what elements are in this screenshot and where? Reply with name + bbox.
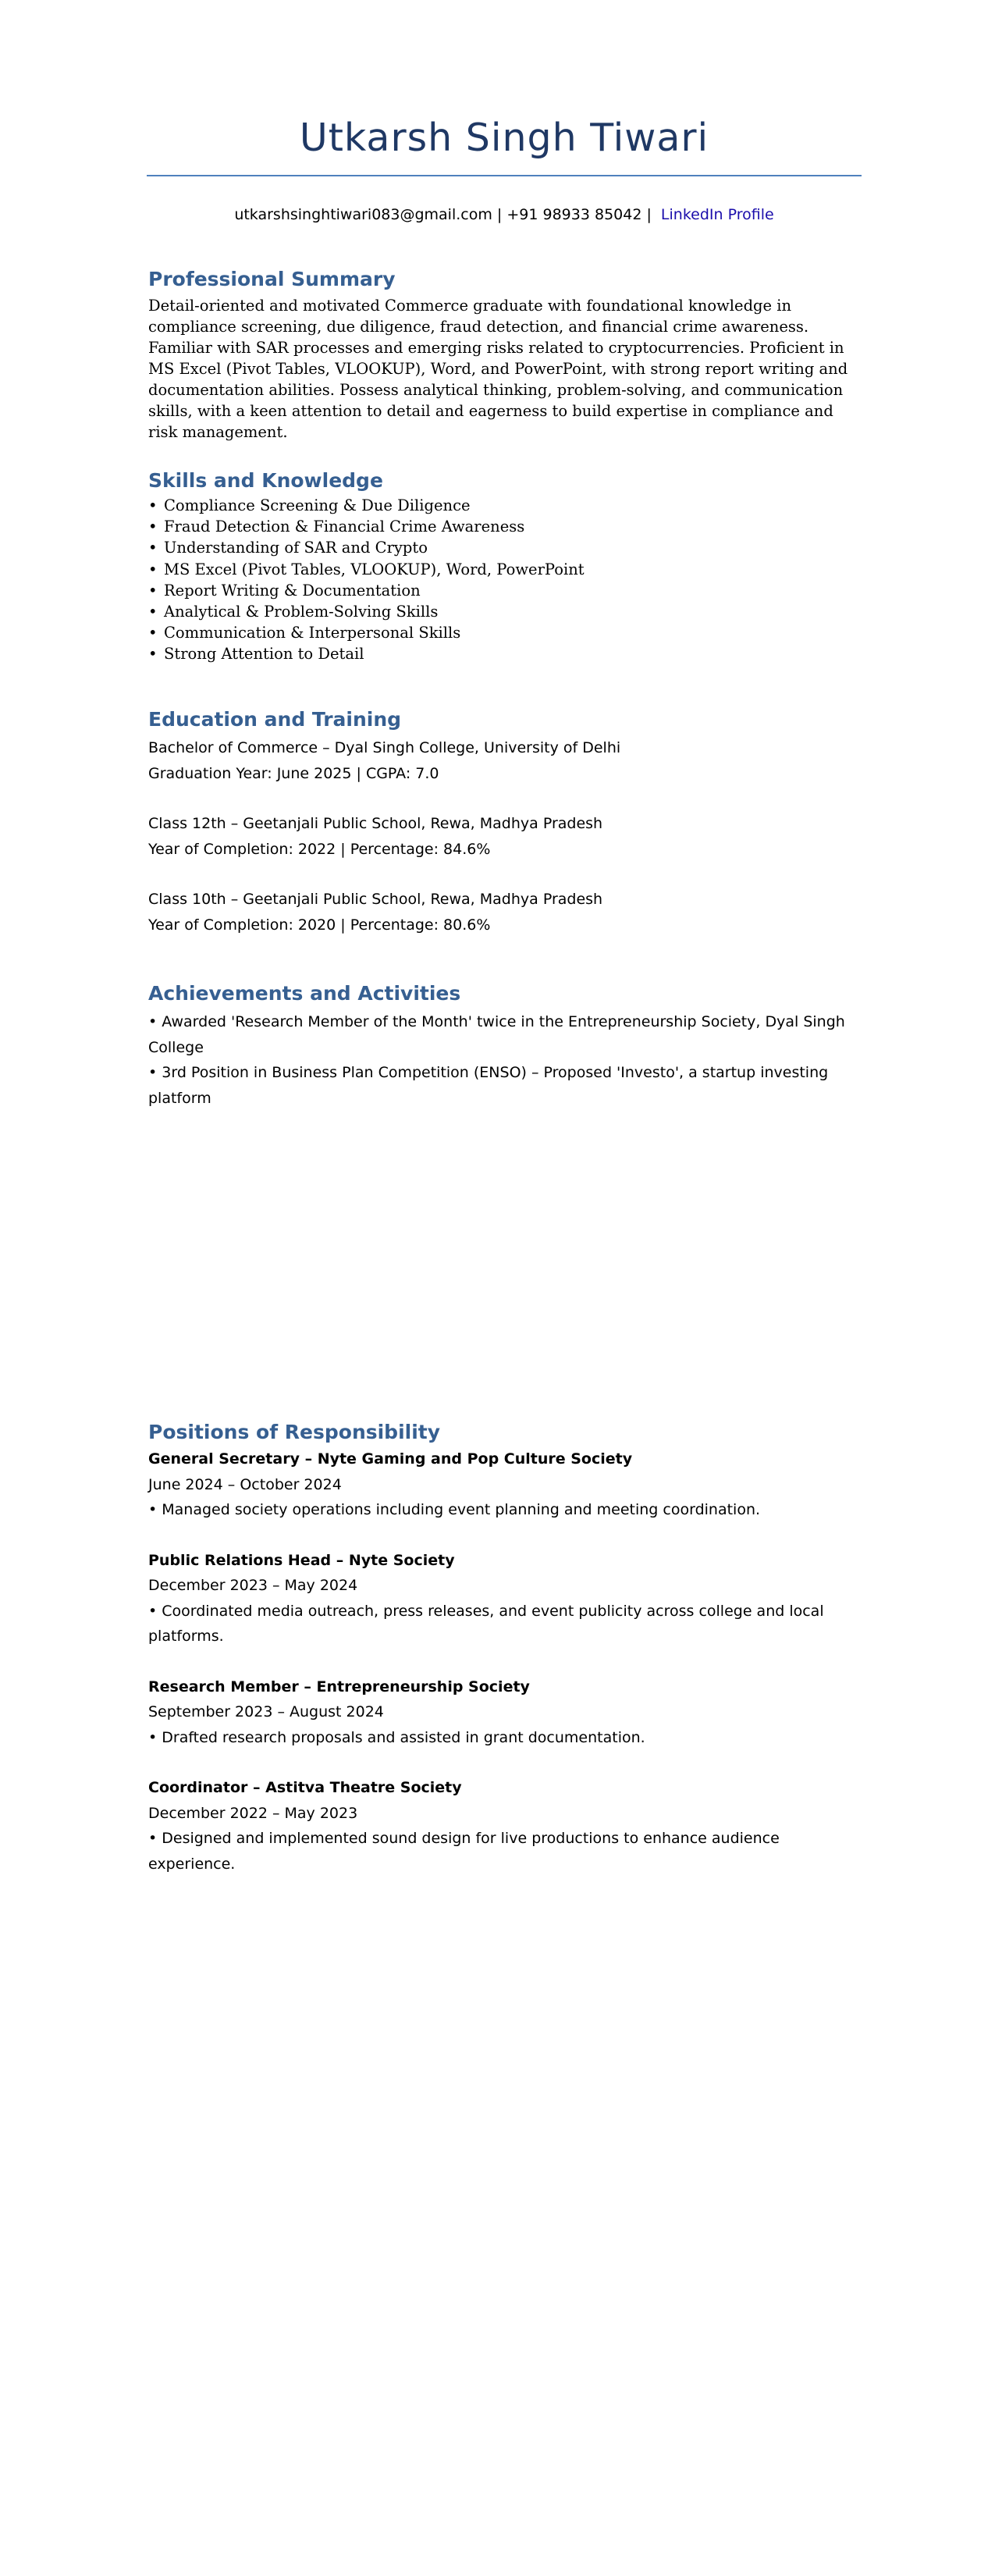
section-heading: Education and Training <box>148 708 402 731</box>
position-role: Coordinator – Astitva Theatre Society <box>148 1779 462 1796</box>
position-role: General Secretary – Nyte Gaming and Pop Culture Society <box>148 1450 633 1468</box>
education-title: Class 10th – Geetanjali Public School, Rewa, Madhya Pradesh <box>148 891 603 908</box>
email-text: utkarshsinghtiwari083@gmail.com <box>234 206 492 223</box>
list-item: • MS Excel (Pivot Tables, VLOOKUP), Word, PowerPoint <box>148 559 851 580</box>
summary-text: Detail-oriented and motivated Commerce graduate with foundational knowledge in compliance screening, due diligence, fraud detection, and financial crime awareness. Familiar with SAR processes and emerging risks related to cryptocurrencies. Proficient in MS Excel (Pivot Tables, VLOOKUP), Word, and PowerPoint, with strong report writing and documentation abilities. Possess analytical thinking, problem-solving, and communication skills, with a keen attention to detail and eagerness to build expertise in compliance and risk management. <box>148 297 848 441</box>
position-description: • Designed and implemented sound design for live productions to enhance audience experience. <box>148 1830 780 1873</box>
position-dates: June 2024 – October 2024 <box>148 1475 342 1493</box>
list-item: • Compliance Screening & Due Diligence <box>148 495 851 516</box>
position-dates: September 2023 – August 2024 <box>148 1703 384 1720</box>
skills-section <box>148 468 851 665</box>
list-item: • Report Writing & Documentation <box>148 580 851 601</box>
list-item: • Fraud Detection & Financial Crime Awareness <box>148 516 851 537</box>
position-dates: December 2022 – May 2023 <box>148 1804 358 1822</box>
contact-separator: | <box>496 206 503 223</box>
contact-line <box>147 205 862 225</box>
position-description: • Managed society operations including event planning and meeting coordination. <box>148 1501 761 1518</box>
education-title: Bachelor of Commerce – Dyal Singh College, University of Delhi <box>148 739 621 756</box>
position-description: • Coordinated media outreach, press releases, and event publicity across college and local platforms. <box>148 1602 824 1645</box>
list-item: • Communication & Interpersonal Skills <box>148 622 851 643</box>
achievement-item: • 3rd Position in Business Plan Competition (ENSO) – Proposed 'Investo', a startup investing platform <box>148 1064 829 1107</box>
list-item: • Strong Attention to Detail <box>148 643 851 664</box>
section-heading: Positions of Responsibility <box>148 1421 441 1443</box>
position-role: Public Relations Head – Nyte Society <box>148 1551 455 1569</box>
education-detail: Graduation Year: June 2025 | CGPA: 7.0 <box>148 764 439 782</box>
education-section <box>148 707 851 938</box>
contact-separator: | <box>646 206 652 223</box>
achievements-section <box>148 981 851 1111</box>
phone-text: +91 98933 85042 <box>506 206 642 223</box>
skills-list <box>148 495 851 665</box>
education-title: Class 12th – Geetanjali Public School, Rewa, Madhya Pradesh <box>148 815 603 832</box>
position-role: Research Member – Entrepreneurship Society <box>148 1678 530 1695</box>
header-divider <box>147 175 862 176</box>
section-heading: Professional Summary <box>148 268 396 290</box>
linkedin-link[interactable]: LinkedIn Profile <box>660 206 774 223</box>
positions-section <box>148 1420 851 1877</box>
education-detail: Year of Completion: 2022 | Percentage: 84.6% <box>148 840 491 858</box>
education-detail: Year of Completion: 2020 | Percentage: 80.6% <box>148 916 491 934</box>
list-item: • Analytical & Problem-Solving Skills <box>148 601 851 622</box>
position-description: • Drafted research proposals and assisted in grant documentation. <box>148 1728 645 1746</box>
section-heading: Achievements and Activities <box>148 982 461 1005</box>
summary-section <box>148 267 851 443</box>
achievement-item: • Awarded 'Research Member of the Month' twice in the Entrepreneurship Society, Dyal Singh College <box>148 1013 845 1056</box>
list-item: • Understanding of SAR and Crypto <box>148 537 851 558</box>
candidate-name: Utkarsh Singh Tiwari <box>299 116 709 160</box>
position-dates: December 2023 – May 2024 <box>148 1577 358 1594</box>
section-heading: Skills and Knowledge <box>148 469 383 492</box>
